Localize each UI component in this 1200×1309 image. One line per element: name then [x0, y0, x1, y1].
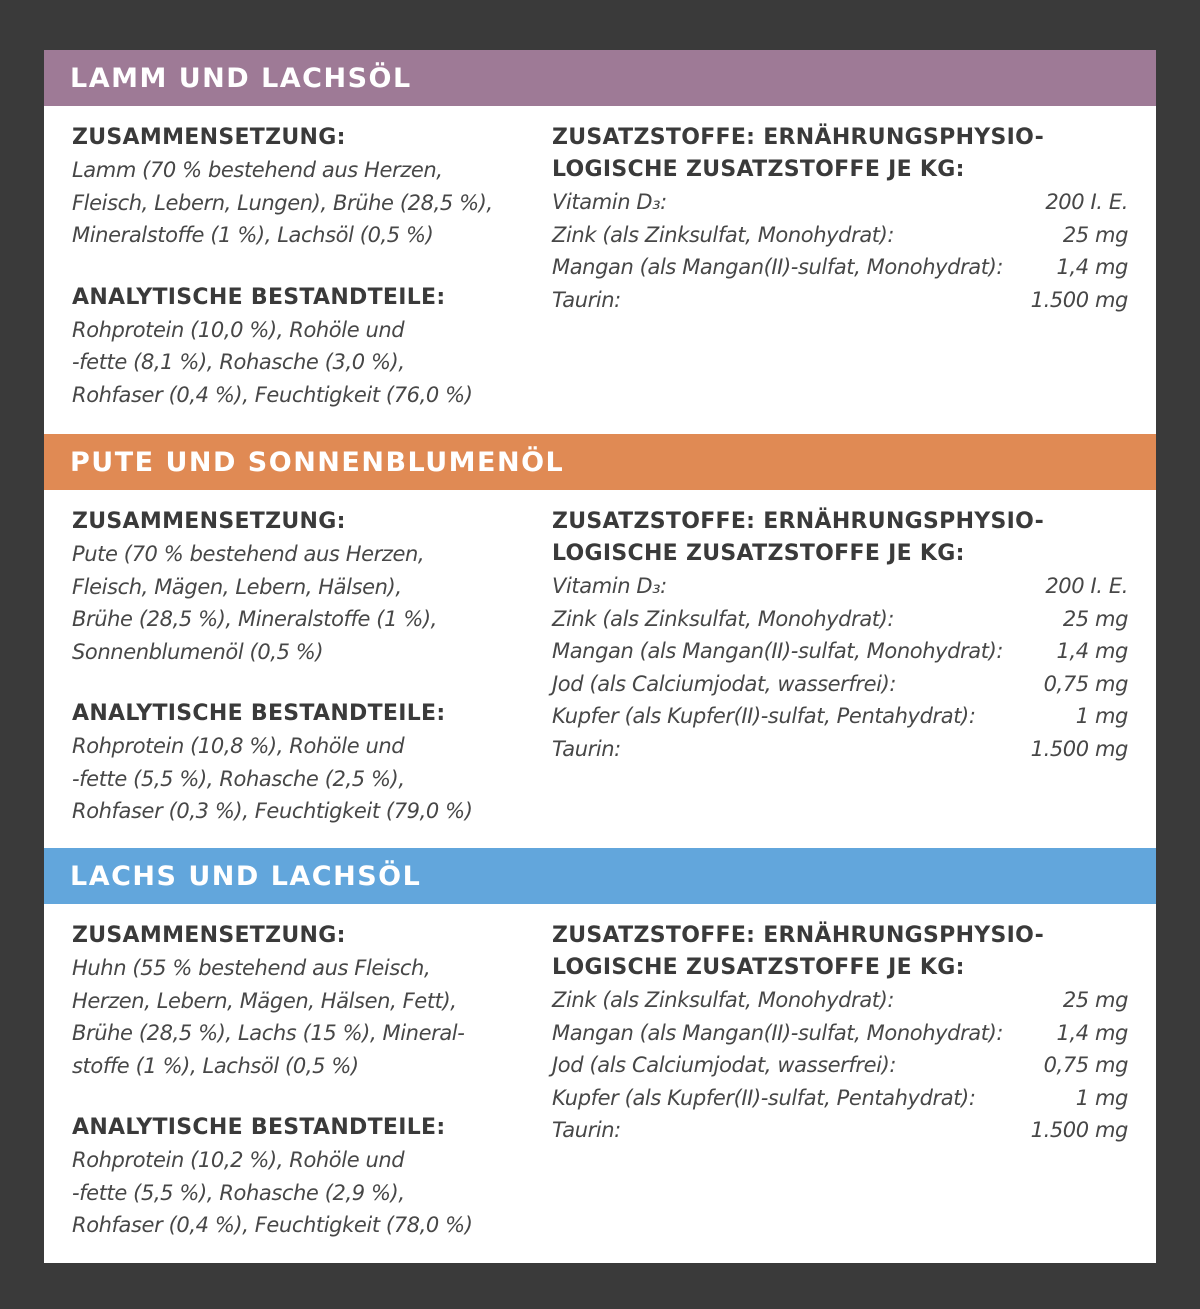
additive-row	[552, 984, 1128, 1017]
additive-name: Taurin:	[552, 736, 621, 761]
additive-name: Vitamin D₃:	[552, 190, 667, 214]
additives-column	[552, 122, 1128, 434]
additives-column	[552, 506, 1128, 848]
additives-heading: LOGISCHE ZUSATZSTOFFE JE KG:	[552, 541, 965, 566]
composition-line: Brühe (28,5 %), Mineralstoffe (1 %),	[72, 607, 437, 631]
analytical-heading: ANALYTISCHE BESTANDTEILE:	[72, 284, 446, 310]
analytical-line: Rohfaser (0,4 %), Feuchtigkeit (78,0 %)	[72, 1213, 473, 1237]
composition-heading: ZUSAMMENSETZUNG:	[72, 509, 346, 534]
additive-name: Mangan (als Mangan(II)-sulfat, Monohydrat):	[552, 1020, 1004, 1045]
additive-row	[552, 700, 1128, 733]
composition-column	[72, 920, 540, 1262]
additive-name: Mangan (als Mangan(II)-sulfat, Monohydrat):	[552, 639, 1004, 663]
additive-row	[552, 1049, 1128, 1082]
additive-value: 1 mg	[1075, 704, 1128, 728]
additives-heading: ZUSATZSTOFFE: ERNÄHRUNGSPHYSIO-	[552, 125, 1045, 150]
composition-column	[72, 122, 540, 434]
additive-value: 25 mg	[1062, 988, 1128, 1012]
section-header-lamm: LAMM UND LACHSÖL	[44, 50, 1156, 106]
additive-value: 25 mg	[1062, 606, 1128, 631]
additive-row	[552, 251, 1128, 284]
spacer	[72, 1082, 540, 1112]
section-header-lachs: LACHS UND LACHSÖL	[44, 848, 1156, 904]
analytical-line: -fette (5,5 %), Rohasche (2,5 %),	[72, 766, 405, 791]
additive-value: 200 I. E.	[1045, 574, 1128, 598]
composition-line: stoffe (1 %), Lachsöl (0,5 %)	[72, 1053, 359, 1078]
composition-column	[72, 506, 540, 848]
additive-name: Vitamin D₃:	[552, 574, 667, 598]
additives-heading: LOGISCHE ZUSATZSTOFFE JE KG:	[552, 157, 965, 182]
composition-line: Mineralstoffe (1 %), Lachsöl (0,5 %)	[72, 223, 434, 247]
analytical-line: -fette (8,1 %), Rohasche (3,0 %),	[72, 350, 405, 374]
product-info-panel	[44, 50, 1156, 1263]
additive-value: 1,4 mg	[1056, 255, 1128, 279]
additive-name: Kupfer (als Kupfer(II)-sulfat, Pentahydrat):	[552, 704, 976, 728]
additive-row	[552, 635, 1128, 668]
analytical-line: Rohprotein (10,8 %), Rohöle und	[72, 734, 405, 758]
section-body-lachs	[44, 904, 1156, 1262]
spacer	[72, 252, 540, 282]
analytical-line: -fette (5,5 %), Rohasche (2,9 %),	[72, 1180, 405, 1205]
additive-row	[552, 1017, 1128, 1050]
additive-name: Jod (als Calciumjodat, wasserfrei):	[552, 671, 897, 696]
section-body-lamm	[44, 106, 1156, 434]
composition-line: Brühe (28,5 %), Lachs (15 %), Mineral-	[72, 1021, 465, 1045]
composition-heading: ZUSAMMENSETZUNG:	[72, 125, 346, 150]
composition-heading: ZUSAMMENSETZUNG:	[72, 923, 346, 948]
spacer	[72, 668, 540, 698]
section-body-pute	[44, 490, 1156, 848]
additive-value: 25 mg	[1062, 222, 1128, 247]
additive-row	[552, 186, 1128, 219]
analytical-text	[72, 730, 540, 828]
composition-line: Sonnenblumenöl (0,5 %)	[72, 639, 324, 664]
additive-row	[552, 603, 1128, 636]
analytical-heading: ANALYTISCHE BESTANDTEILE:	[72, 1115, 446, 1140]
analytical-line: Rohprotein (10,0 %), Rohöle und	[72, 317, 405, 342]
composition-line: Huhn (55 % bestehend aus Fleisch,	[72, 956, 431, 980]
additive-name: Mangan (als Mangan(II)-sulfat, Monohydrat):	[552, 255, 1004, 279]
additive-value: 1,4 mg	[1056, 1020, 1128, 1045]
analytical-heading: ANALYTISCHE BESTANDTEILE:	[72, 701, 446, 726]
additives-heading: ZUSATZSTOFFE: ERNÄHRUNGSPHYSIO-	[552, 923, 1045, 948]
composition-line: Lamm (70 % bestehend aus Herzen,	[72, 158, 443, 182]
analytical-text	[72, 1144, 540, 1242]
analytical-line: Rohfaser (0,3 %), Feuchtigkeit (79,0 %)	[72, 799, 473, 823]
section-header-pute: PUTE UND SONNENBLUMENÖL	[44, 434, 1156, 490]
composition-line: Herzen, Lebern, Mägen, Hälsen, Fett),	[72, 988, 457, 1013]
composition-line: Pute (70 % bestehend aus Herzen,	[72, 542, 425, 566]
additives-heading: LOGISCHE ZUSATZSTOFFE JE KG:	[552, 955, 965, 980]
composition-line: Fleisch, Lebern, Lungen), Brühe (28,5 %),	[72, 190, 493, 215]
analytical-line: Rohfaser (0,4 %), Feuchtigkeit (76,0 %)	[72, 382, 473, 407]
additive-row	[552, 219, 1128, 252]
analytical-text	[72, 314, 540, 412]
additive-row	[552, 284, 1128, 317]
additives-heading: ZUSATZSTOFFE: ERNÄHRUNGSPHYSIO-	[552, 509, 1045, 534]
additive-value: 0,75 mg	[1043, 1053, 1128, 1077]
additive-value: 1,4 mg	[1056, 639, 1128, 663]
additive-row	[552, 570, 1128, 603]
additive-row	[552, 733, 1128, 766]
additive-value: 200 I. E.	[1045, 190, 1128, 214]
additive-value: 1.500 mg	[1030, 1118, 1128, 1142]
additive-value: 0,75 mg	[1043, 671, 1128, 696]
composition-text	[72, 154, 540, 252]
analytical-line: Rohprotein (10,2 %), Rohöle und	[72, 1148, 405, 1172]
additive-value: 1 mg	[1075, 1085, 1128, 1110]
additives-column	[552, 920, 1128, 1262]
composition-line: Fleisch, Mägen, Lebern, Hälsen),	[72, 574, 402, 599]
additive-row	[552, 1082, 1128, 1115]
additive-name: Zink (als Zinksulfat, Monohydrat):	[552, 222, 895, 247]
composition-text	[72, 952, 540, 1082]
composition-text	[72, 538, 540, 668]
additive-name: Zink (als Zinksulfat, Monohydrat):	[552, 988, 895, 1012]
additive-name: Jod (als Calciumjodat, wasserfrei):	[552, 1053, 897, 1077]
additive-name: Taurin:	[552, 1118, 621, 1142]
additive-name: Kupfer (als Kupfer(II)-sulfat, Pentahydrat):	[552, 1085, 976, 1110]
additive-row	[552, 668, 1128, 701]
additive-name: Zink (als Zinksulfat, Monohydrat):	[552, 606, 895, 631]
additive-row	[552, 1114, 1128, 1147]
additive-name: Taurin:	[552, 287, 621, 312]
additive-value: 1.500 mg	[1030, 287, 1128, 312]
additive-value: 1.500 mg	[1030, 736, 1128, 761]
